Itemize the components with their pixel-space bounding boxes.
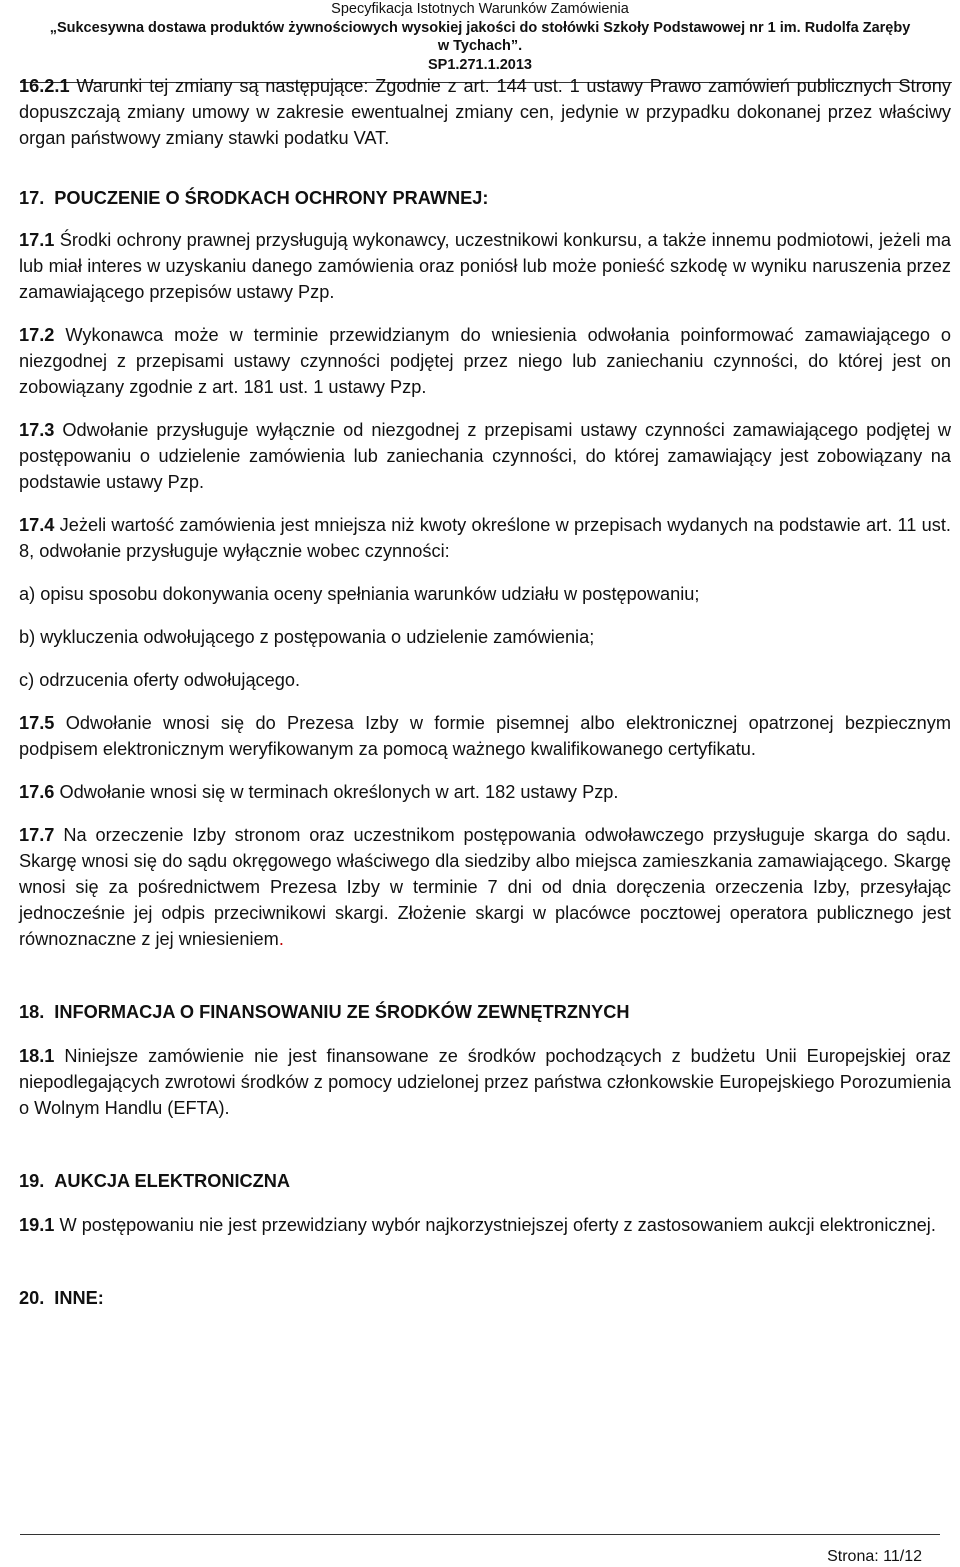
- paragraph-16-2-1: [19, 73, 951, 151]
- paragraph-19-1: [19, 1212, 951, 1238]
- paragraph-number: 17.5: [19, 713, 55, 733]
- document-body: [19, 73, 951, 1311]
- paragraph-text: Na orzeczenie Izby stronom oraz uczestnikom postępowania odwoławczego przysługuje skarga do sądu. Skargę wnosi się do sądu okręgowego właściwego dla siedziby albo miejsca zamieszkania zamawiającego. Skargę wnosi się za pośrednictwem Prezesa Izby w terminie 7 dni od dnia doręczenia orzeczenia Izby, przesyłając jednocześnie jej odpis przeciwnikowi skargi. Złożenie skargi w placówce pocztowej operatora publicznego jest równoznaczne z jej wniesieniem: [19, 825, 951, 949]
- section-title: INNE:: [54, 1288, 104, 1308]
- section-title: AUKCJA ELEKTRONICZNA: [54, 1171, 291, 1191]
- footer-divider: [20, 1534, 940, 1535]
- paragraph-text: Wykonawca może w terminie przewidzianym do wniesienia odwołania poinformować zamawiającego o niezgodnej z przepisami ustawy czynności podjętej przez niego lub zaniechaniu czynności, do której jest on zobowiązany zgodnie z art. 181 ust. 1 ustawy Pzp.: [19, 325, 951, 397]
- section-number: 17.: [19, 188, 45, 208]
- paragraph-text: Odwołanie wnosi się do Prezesa Izby w formie pisemnej albo elektronicznej opatrzonej bezpiecznym podpisem elektronicznym weryfikowanym za pomocą ważnego kwalifikowanego certyfikatu.: [19, 713, 951, 759]
- paragraph-text: Odwołanie wnosi się w terminach określonych w art. 182 ustawy Pzp.: [59, 782, 619, 802]
- paragraph-number: 17.4: [19, 515, 55, 535]
- paragraph-17-3: [19, 417, 951, 495]
- list-item-c: c) odrzucenia oferty odwołującego.: [19, 670, 301, 690]
- paragraph-number: 16.2.1: [19, 76, 70, 96]
- paragraph-number: 18.1: [19, 1046, 55, 1066]
- paragraph-number: 17.1: [19, 230, 55, 250]
- list-item-a: a) opisu sposobu dokonywania oceny spełniania warunków udziału w postępowaniu;: [19, 584, 700, 604]
- paragraph-text: Odwołanie przysługuje wyłącznie od niezgodnej z przepisami ustawy czynności zamawiającego podjętej w postępowaniu o udzielenie zamówienia lub zaniechania czynności, do której zamawiający jest zobowiązany na podstawie ustawy Pzp.: [19, 420, 951, 492]
- paragraph-number: 17.2: [19, 325, 55, 345]
- header-subject-cont: w Tychach”.: [437, 38, 523, 54]
- paragraph-17-4: [19, 512, 951, 564]
- section-number: 20.: [19, 1288, 45, 1308]
- section-18-heading: [19, 999, 951, 1025]
- section-number: 19.: [19, 1171, 45, 1191]
- paragraph-text: Niniejsze zamówienie nie jest finansowane ze środków pochodzących z budżetu Unii Europejskiej oraz niepodlegających zwrotowi środków z pomocy udzielonej przez państwa członkowskie Europejskiego Porozumienia o Wolnym Handlu (EFTA).: [19, 1046, 951, 1118]
- header-reference: SP1.271.1.2013: [427, 56, 532, 73]
- paragraph-17-5: [19, 710, 951, 762]
- paragraph-number: 19.1: [19, 1215, 55, 1235]
- paragraph-17-6: [19, 779, 951, 805]
- section-17-heading: [19, 185, 951, 211]
- header-subject: „Sukcesywna dostawa produktów żywnościowych wysokiej jakości do stołówki Szkoły Podstawowej nr 1 im. Rudolfa Zaręby: [49, 19, 911, 36]
- section-20-heading: [19, 1285, 951, 1311]
- paragraph-number: 17.3: [19, 420, 55, 440]
- paragraph-17-7: [19, 822, 951, 952]
- paragraph-text: Środki ochrony prawnej przysługują wykonawcy, uczestnikowi konkursu, a także innemu podmiotowi, jeżeli ma lub miał interes w uzyskaniu danego zamówienia oraz poniósł lub może ponieść szkodę w wyniku naruszenia przez zamawiającego przepisów ustawy Pzp.: [19, 230, 951, 302]
- paragraph-text: Jeżeli wartość zamówienia jest mniejsza niż kwoty określone w przepisach wydanych na podstawie art. 11 ust. 8, odwołanie przysługuje wyłącznie wobec czynności:: [19, 515, 951, 561]
- paragraph-17-1: [19, 227, 951, 305]
- list-item-b: b) wykluczenia odwołującego z postępowania o udzielenie zamówienia;: [19, 627, 595, 647]
- paragraph-number: 17.6: [19, 782, 55, 802]
- section-title: INFORMACJA O FINANSOWANIU ZE ŚRODKÓW ZEWNĘTRZNYCH: [54, 1002, 630, 1022]
- page-number: Strona: 11/12: [827, 1548, 922, 1565]
- paragraph-text: Warunki tej zmiany są następujące: Zgodnie z art. 144 ust. 1 ustawy Prawo zamówień publicznych Strony dopuszczają zmiany umowy w zakresie ewentualnej zmiany cen, jedynie w przypadku dokonanej przez właściwy organ państwowy zmiany stawki podatku VAT.: [19, 76, 951, 148]
- paragraph-17-2: [19, 322, 951, 400]
- paragraph-text: W postępowaniu nie jest przewidziany wybór najkorzystniejszej oferty z zastosowaniem aukcji elektronicznej.: [59, 1215, 936, 1235]
- header-title: Specyfikacja Istotnych Warunków Zamówienia: [331, 1, 629, 17]
- document-header: [0, 0, 960, 74]
- paragraph-end-mark: .: [278, 929, 284, 949]
- section-19-heading: [19, 1168, 951, 1194]
- paragraph-number: 17.7: [19, 825, 55, 845]
- paragraph-18-1: [19, 1043, 951, 1121]
- section-number: 18.: [19, 1002, 45, 1022]
- section-title: POUCZENIE O ŚRODKACH OCHRONY PRAWNEJ:: [54, 188, 489, 208]
